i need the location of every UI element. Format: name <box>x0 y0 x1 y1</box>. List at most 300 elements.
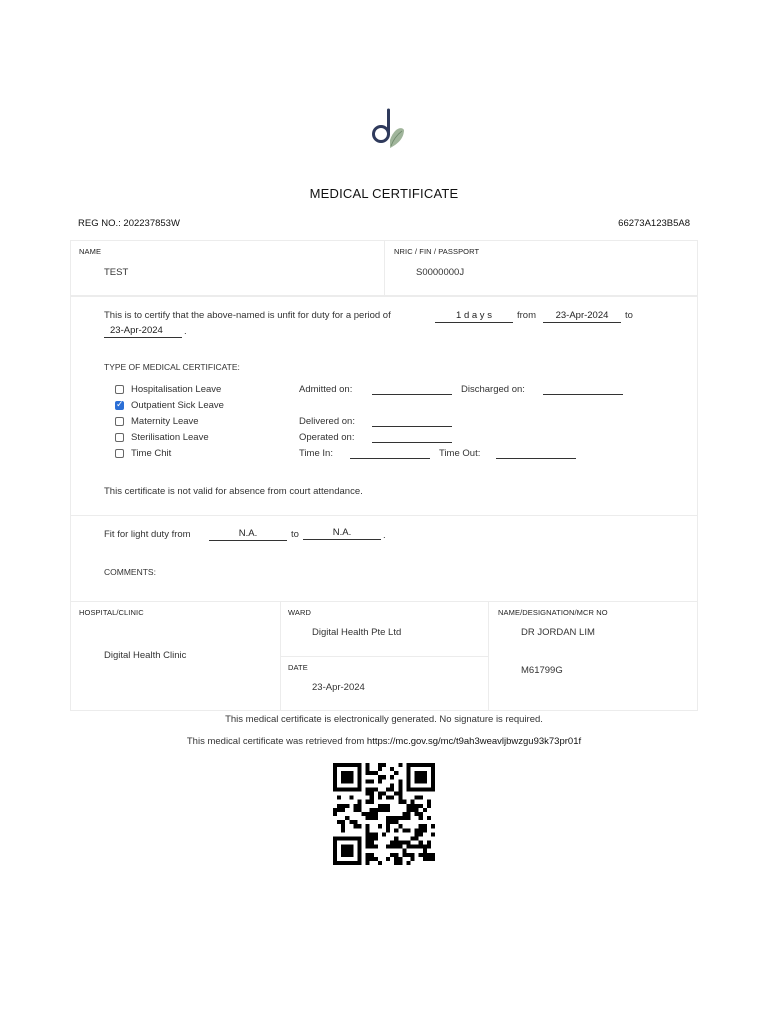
qr-module <box>370 779 374 783</box>
patient-divider <box>384 240 385 296</box>
to-date: 23-Apr-2024 <box>104 325 182 338</box>
qr-module <box>374 808 378 812</box>
qr-module <box>386 796 390 800</box>
qr-module <box>419 775 423 779</box>
qr-module <box>394 853 398 857</box>
qr-module <box>406 783 410 787</box>
qr-module <box>349 779 353 783</box>
qr-module <box>366 861 370 865</box>
qr-module <box>382 804 386 808</box>
qr-module <box>406 861 410 865</box>
qr-module <box>406 841 410 845</box>
qr-module <box>431 771 435 775</box>
qr-module <box>398 796 402 800</box>
qr-module <box>419 771 423 775</box>
qr-module <box>390 845 394 849</box>
qr-module <box>353 861 357 865</box>
qr-module <box>390 841 394 845</box>
checkbox-icon[interactable] <box>115 449 124 458</box>
admitted-label: Admitted on: <box>299 384 353 395</box>
qr-module <box>419 841 423 845</box>
qr-module <box>333 767 337 771</box>
qr-module <box>398 845 402 849</box>
checkbox-icon[interactable] <box>115 401 124 410</box>
qr-module <box>423 845 427 849</box>
name-label: NAME <box>79 247 102 256</box>
qr-module <box>349 845 353 849</box>
from-date: 23-Apr-2024 <box>543 310 621 323</box>
qr-module <box>398 763 402 767</box>
qr-module <box>419 853 423 857</box>
qr-module <box>394 820 398 824</box>
qr-module <box>357 800 361 804</box>
qr-module <box>345 763 349 767</box>
qr-module <box>394 828 398 832</box>
qr-module <box>386 816 390 820</box>
qr-module <box>349 820 353 824</box>
qr-module <box>415 771 419 775</box>
qr-module <box>337 820 341 824</box>
qr-module <box>333 771 337 775</box>
qr-module <box>423 824 427 828</box>
qr-module <box>431 763 435 767</box>
qr-module <box>394 836 398 840</box>
qr-module <box>374 771 378 775</box>
operated-line <box>372 442 452 443</box>
qr-module <box>370 800 374 804</box>
qr-module <box>423 787 427 791</box>
qr-module <box>341 845 345 849</box>
qr-module <box>333 808 337 812</box>
qr-module <box>431 832 435 836</box>
qr-module <box>394 861 398 865</box>
qr-module <box>370 808 374 812</box>
qr-module <box>366 771 370 775</box>
qr-module <box>390 775 394 779</box>
qr-module <box>427 787 431 791</box>
qr-module <box>341 861 345 865</box>
qr-module <box>370 816 374 820</box>
qr-module <box>406 845 410 849</box>
qr-module <box>337 836 341 840</box>
qr-module <box>419 763 423 767</box>
option-time-chit: Time Chit <box>131 448 172 459</box>
qr-module <box>333 812 337 816</box>
qr-module <box>398 841 402 845</box>
qr-module <box>406 816 410 820</box>
qr-module <box>333 841 337 845</box>
qr-module <box>370 853 374 857</box>
qr-module <box>415 836 419 840</box>
qr-module <box>378 779 382 783</box>
qr-module <box>366 832 370 836</box>
comments-label: COMMENTS: <box>104 567 156 577</box>
qr-module <box>415 804 419 808</box>
qr-module <box>427 841 431 845</box>
retrieved-prefix: This medical certificate was retrieved from <box>186 736 365 747</box>
qr-module <box>349 853 353 857</box>
qr-module <box>341 849 345 853</box>
qr-module <box>419 828 423 832</box>
clinic-logo-icon <box>364 104 408 152</box>
qr-module <box>406 775 410 779</box>
qr-module <box>345 861 349 865</box>
qr-module <box>374 812 378 816</box>
qr-module <box>353 808 357 812</box>
qr-module <box>345 779 349 783</box>
qr-module <box>415 832 419 836</box>
qr-module <box>378 808 382 812</box>
qr-module <box>333 861 337 865</box>
qr-module <box>349 861 353 865</box>
qr-module <box>378 792 382 796</box>
qr-module <box>406 763 410 767</box>
qr-module <box>333 783 337 787</box>
option-outpatient-sick-leave: Outpatient Sick Leave <box>131 400 224 411</box>
qr-module <box>345 804 349 808</box>
qr-module <box>402 816 406 820</box>
qr-module <box>419 787 423 791</box>
qr-module <box>390 853 394 857</box>
qr-module <box>333 845 337 849</box>
qr-module <box>386 808 390 812</box>
qr-module <box>357 779 361 783</box>
qr-module <box>427 857 431 861</box>
checkbox-icon[interactable] <box>115 433 124 442</box>
qr-module <box>357 853 361 857</box>
qr-module <box>390 796 394 800</box>
qr-module <box>366 816 370 820</box>
qr-module <box>411 853 415 857</box>
qr-module <box>419 779 423 783</box>
qr-module <box>345 849 349 853</box>
qr-module <box>366 779 370 783</box>
qr-module <box>398 816 402 820</box>
qr-module <box>431 857 435 861</box>
qr-module <box>398 783 402 787</box>
qr-module <box>431 824 435 828</box>
qr-module <box>411 800 415 804</box>
qr-module <box>390 783 394 787</box>
qr-module <box>341 836 345 840</box>
qr-module <box>394 816 398 820</box>
doctor-name: DR JORDAN LIM <box>521 627 595 638</box>
qr-module <box>349 796 353 800</box>
qr-module <box>353 836 357 840</box>
qr-module <box>406 828 410 832</box>
qr-module <box>411 808 415 812</box>
qr-module <box>341 820 345 824</box>
retrieved-line <box>0 736 768 747</box>
qr-module <box>406 808 410 812</box>
to-label: to <box>625 310 633 321</box>
qr-module <box>341 771 345 775</box>
qr-module <box>357 845 361 849</box>
option-hospitalisation-leave: Hospitalisation Leave <box>131 384 222 395</box>
qr-module <box>423 828 427 832</box>
delivered-label: Delivered on: <box>299 416 355 427</box>
qr-module <box>370 787 374 791</box>
qr-module <box>333 857 337 861</box>
qr-module <box>398 779 402 783</box>
qr-module <box>386 787 390 791</box>
qr-module <box>419 832 423 836</box>
qr-module <box>366 767 370 771</box>
qr-module <box>370 857 374 861</box>
qr-module <box>386 828 390 832</box>
qr-module <box>382 832 386 836</box>
qr-module <box>427 800 431 804</box>
qr-module <box>415 779 419 783</box>
qr-module <box>402 800 406 804</box>
qr-module <box>333 779 337 783</box>
qr-module <box>423 775 427 779</box>
qr-module <box>386 857 390 861</box>
qr-module <box>415 845 419 849</box>
qr-module <box>423 849 427 853</box>
qr-module <box>415 796 419 800</box>
qr-module <box>341 804 345 808</box>
qr-module <box>431 853 435 857</box>
qr-module <box>406 812 410 816</box>
patient-id: S0000000J <box>416 267 465 278</box>
qr-module <box>402 853 406 857</box>
qr-module <box>406 779 410 783</box>
qr-module <box>370 796 374 800</box>
qr-module <box>390 820 394 824</box>
qr-module <box>370 812 374 816</box>
qr-module <box>411 787 415 791</box>
qr-module <box>357 808 361 812</box>
qr-module <box>419 812 423 816</box>
qr-module <box>357 787 361 791</box>
admitted-line <box>372 394 452 395</box>
qr-module <box>427 853 431 857</box>
qr-module <box>411 857 415 861</box>
qr-module <box>357 763 361 767</box>
qr-module <box>357 841 361 845</box>
qr-module <box>386 820 390 824</box>
qr-module <box>415 763 419 767</box>
qr-module <box>353 804 357 808</box>
qr-module <box>423 763 427 767</box>
qr-module <box>406 787 410 791</box>
discharged-line <box>543 394 623 395</box>
qr-module <box>378 767 382 771</box>
qr-module <box>337 787 341 791</box>
light-duty-label: Fit for light duty from <box>104 529 191 540</box>
qr-module <box>431 775 435 779</box>
qr-module <box>370 845 374 849</box>
qr-module <box>415 808 419 812</box>
qr-module <box>333 763 337 767</box>
qr-module <box>333 787 337 791</box>
qr-module <box>366 841 370 845</box>
qr-module <box>402 841 406 845</box>
qr-module <box>378 861 382 865</box>
qr-module <box>415 775 419 779</box>
qr-module <box>415 812 419 816</box>
qr-module <box>357 861 361 865</box>
certificate-url[interactable]: https://mc.gov.sg/mc/t9ah3weavljbwzgu93k73pr01f <box>366 736 582 747</box>
qr-module <box>349 763 353 767</box>
checkbox-icon[interactable] <box>115 417 124 426</box>
qr-module <box>341 775 345 779</box>
qr-code-icon[interactable] <box>331 763 437 865</box>
court-note: This certificate is not valid for absence from court attendance. <box>104 486 363 497</box>
ward-value: Digital Health Pte Ltd <box>312 627 402 638</box>
electronic-note: This medical certificate is electronically generated. No signature is required. <box>225 714 543 725</box>
qr-module <box>382 792 386 796</box>
qr-module <box>386 824 390 828</box>
light-duty-to: N.A. <box>303 527 381 540</box>
qr-module <box>398 824 402 828</box>
qr-module <box>390 787 394 791</box>
from-label: from <box>517 310 536 321</box>
qr-module <box>345 787 349 791</box>
qr-module <box>370 832 374 836</box>
qr-module <box>370 836 374 840</box>
ward-date-divider <box>280 656 489 657</box>
qr-module <box>398 792 402 796</box>
qr-module <box>366 812 370 816</box>
qr-module <box>374 845 378 849</box>
qr-module <box>341 763 345 767</box>
qr-module <box>378 804 382 808</box>
time-out-label: Time Out: <box>439 448 481 459</box>
qr-module <box>415 787 419 791</box>
qr-module <box>386 845 390 849</box>
qr-module <box>402 849 406 853</box>
qr-module <box>357 857 361 861</box>
qr-module <box>370 841 374 845</box>
qr-module <box>419 796 423 800</box>
qr-module <box>345 845 349 849</box>
qr-module <box>382 763 386 767</box>
qr-module <box>366 824 370 828</box>
qr-module <box>366 857 370 861</box>
qr-module <box>378 775 382 779</box>
qr-module <box>378 824 382 828</box>
page-title: MEDICAL CERTIFICATE <box>309 186 459 201</box>
qr-module <box>349 775 353 779</box>
qr-module <box>341 828 345 832</box>
qr-module <box>386 804 390 808</box>
qr-module <box>419 845 423 849</box>
qr-module <box>431 779 435 783</box>
qr-module <box>374 816 378 820</box>
light-duty-to-label: to <box>291 529 299 540</box>
qr-module <box>378 763 382 767</box>
light-duty-end-mark: . <box>383 530 386 541</box>
qr-module <box>423 857 427 861</box>
qr-module <box>423 779 427 783</box>
qr-module <box>357 771 361 775</box>
reg-number: REG NO.: 202237853W <box>78 218 180 229</box>
qr-module <box>353 820 357 824</box>
qr-module <box>374 836 378 840</box>
qr-module <box>423 853 427 857</box>
qr-module <box>374 832 378 836</box>
option-maternity-leave: Maternity Leave <box>131 416 199 427</box>
qr-module <box>349 771 353 775</box>
qr-module <box>390 767 394 771</box>
qr-module <box>378 796 382 800</box>
qr-module <box>353 824 357 828</box>
qr-module <box>394 841 398 845</box>
patient-name: TEST <box>104 267 129 278</box>
doctor-label: NAME/DESIGNATION/MCR NO <box>498 608 608 617</box>
qr-module <box>394 857 398 861</box>
qr-module <box>333 849 337 853</box>
ward-label: WARD <box>288 608 312 617</box>
qr-module <box>411 804 415 808</box>
qr-module <box>431 783 435 787</box>
qr-module <box>382 775 386 779</box>
certificate-code: 66273A123B5A8 <box>618 218 690 229</box>
qr-module <box>341 853 345 857</box>
qr-module <box>411 763 415 767</box>
qr-module <box>345 853 349 857</box>
qr-module <box>341 787 345 791</box>
qr-module <box>333 836 337 840</box>
qr-module <box>366 836 370 840</box>
qr-module <box>427 816 431 820</box>
qr-module <box>353 763 357 767</box>
qr-module <box>427 845 431 849</box>
qr-module <box>398 800 402 804</box>
qr-module <box>423 771 427 775</box>
qr-module <box>427 763 431 767</box>
period-end-mark: . <box>184 326 187 337</box>
time-out-line <box>496 458 576 459</box>
qr-module <box>406 804 410 808</box>
duration-value: 1 d a y s <box>435 310 513 323</box>
qr-module <box>349 787 353 791</box>
qr-module <box>333 853 337 857</box>
checkbox-icon[interactable] <box>115 385 124 394</box>
qr-module <box>337 763 341 767</box>
time-in-label: Time In: <box>299 448 333 459</box>
qr-module <box>406 853 410 857</box>
qr-module <box>357 775 361 779</box>
qr-module <box>398 857 402 861</box>
qr-module <box>345 771 349 775</box>
qr-module <box>419 816 423 820</box>
qr-module <box>394 792 398 796</box>
qr-module <box>398 787 402 791</box>
qr-module <box>415 828 419 832</box>
qr-module <box>345 816 349 820</box>
qr-module <box>366 800 370 804</box>
qr-module <box>333 775 337 779</box>
qr-module <box>357 767 361 771</box>
qr-module <box>402 812 406 816</box>
qr-module <box>382 808 386 812</box>
qr-module <box>337 808 341 812</box>
qr-module <box>337 804 341 808</box>
certify-text: This is to certify that the above-named is unfit for duty for a period of <box>104 310 391 321</box>
qr-module <box>394 771 398 775</box>
qr-module <box>357 824 361 828</box>
hospital-label: HOSPITAL/CLINIC <box>79 608 144 617</box>
qr-module <box>357 849 361 853</box>
qr-module <box>366 787 370 791</box>
qr-module <box>357 783 361 787</box>
qr-module <box>411 845 415 849</box>
issue-date: 23-Apr-2024 <box>312 682 365 693</box>
qr-module <box>366 845 370 849</box>
